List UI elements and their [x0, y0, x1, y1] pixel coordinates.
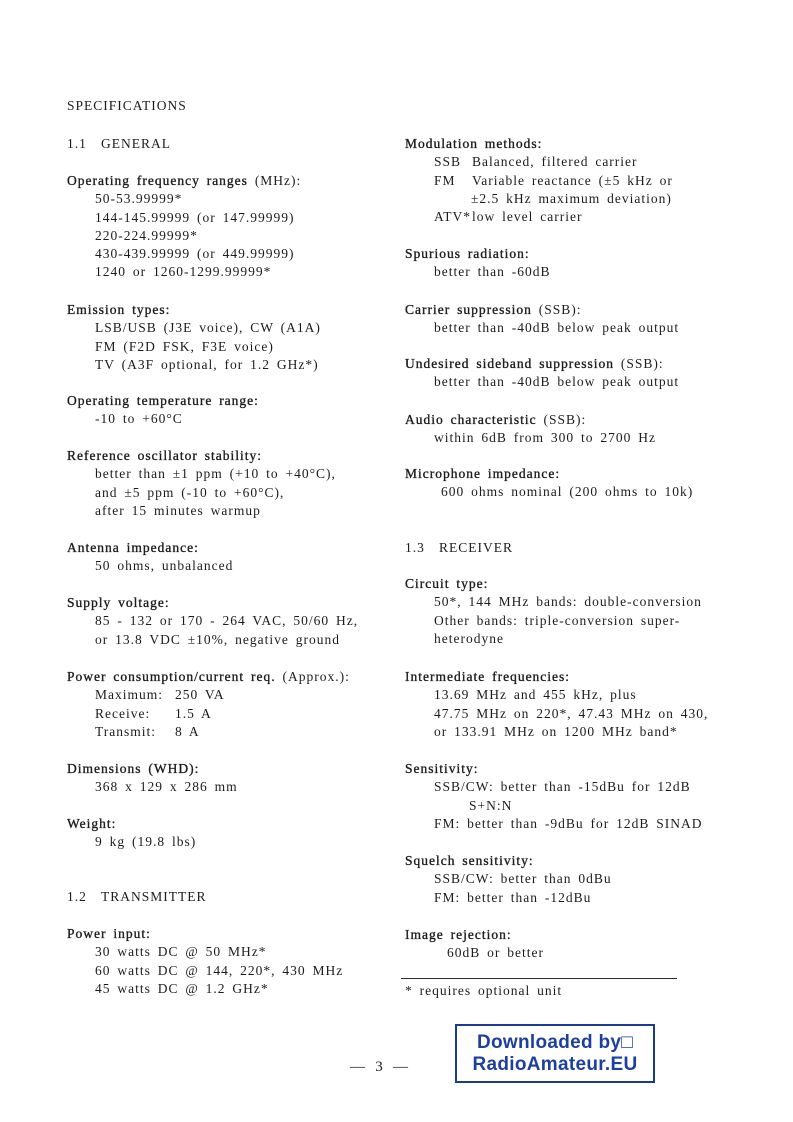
spec-value: or 133.91 MHz on 1200 MHz band* — [434, 723, 678, 739]
spec-value: better than ±1 ppm (+10 to +40°C), — [95, 466, 336, 482]
spec-frequency-ranges — [67, 172, 301, 282]
spec-heading: Dimensions (WHD): — [67, 761, 200, 776]
spec-oscillator-stability — [67, 447, 336, 520]
modulation-text: Balanced, filtered carrier — [472, 154, 638, 170]
spec-temperature-range — [67, 392, 259, 429]
section-number: 1.2 — [67, 889, 87, 904]
section-title: RECEIVER — [439, 540, 513, 555]
spec-dimensions — [67, 760, 238, 797]
spec-heading: Emission types: — [67, 302, 171, 317]
spec-value: and ±5 ppm (-10 to +60°C), — [95, 484, 285, 500]
modulation-row — [405, 208, 673, 226]
spec-value: 9 kg (19.8 lbs) — [95, 834, 197, 850]
spec-value: -10 to +60°C — [95, 411, 183, 427]
spec-image-rejection — [405, 926, 544, 963]
spec-spurious-radiation — [405, 245, 550, 282]
modulation-row — [405, 172, 673, 190]
spec-power-input — [67, 925, 343, 998]
footnote: * requires optional unit — [405, 983, 563, 998]
power-row-value: 8 A — [175, 723, 200, 739]
spec-value: better than -60dB — [434, 264, 551, 280]
spec-sensitivity — [405, 760, 702, 833]
spec-squelch-sensitivity — [405, 852, 612, 907]
spec-value: heterodyne — [434, 630, 504, 646]
page-title: SPECIFICATIONS — [67, 98, 187, 113]
spec-heading: Operating temperature range: — [67, 393, 259, 408]
section-heading-receiver — [405, 539, 513, 557]
spec-heading: Power consumption/current req. (Approx.): — [67, 669, 350, 684]
page-number: — 3 — — [350, 1059, 410, 1075]
spec-heading: Operating frequency ranges (MHz): — [67, 173, 302, 188]
spec-value: 50 ohms, unbalanced — [95, 558, 234, 574]
power-row-name: Receive: — [95, 705, 151, 721]
spec-value: 85 - 132 or 170 - 264 VAC, 50/60 Hz, — [95, 613, 359, 629]
spec-heading: Reference oscillator stability: — [67, 448, 262, 463]
spec-value: S+N:N — [469, 797, 513, 813]
spec-heading: Carrier suppression (SSB): — [405, 302, 582, 317]
spec-value: Other bands: triple-conversion super- — [434, 612, 681, 628]
modulation-text-continued: ±2.5 kHz maximum deviation) — [471, 190, 672, 206]
section-heading-general — [67, 135, 171, 153]
power-row-value: 250 VA — [175, 687, 225, 703]
section-number: 1.1 — [67, 136, 87, 151]
spec-heading: Microphone impedance: — [405, 466, 561, 481]
spec-value: 45 watts DC @ 1.2 GHz* — [95, 980, 269, 996]
spec-supply-voltage — [67, 594, 358, 649]
spec-heading: Undesired sideband suppression (SSB): — [405, 356, 664, 371]
power-row — [67, 723, 350, 741]
spec-heading: Squelch sensitivity: — [405, 853, 534, 868]
spec-carrier-suppression — [405, 301, 679, 338]
spec-value: 60 watts DC @ 144, 220*, 430 MHz — [95, 962, 344, 978]
modulation-mode: FM — [434, 172, 456, 188]
watermark-line: Downloaded by□ — [476, 1031, 634, 1053]
spec-power-consumption — [67, 668, 350, 741]
footnote-divider — [401, 978, 677, 979]
spec-value: 30 watts DC @ 50 MHz* — [95, 944, 267, 960]
power-row — [67, 705, 350, 723]
frequency-range-item: 144-145.99999 (or 147.99999) — [95, 209, 295, 225]
modulation-text: Variable reactance (±5 kHz or — [472, 172, 673, 188]
spec-value: better than -40dB below peak output — [434, 374, 680, 390]
modulation-mode: SSB — [434, 154, 462, 170]
power-row-name: Maximum: — [95, 687, 163, 703]
spec-heading: Spurious radiation: — [405, 246, 530, 261]
spec-sideband-suppression — [405, 355, 679, 392]
spec-heading: Sensitivity: — [405, 761, 479, 776]
power-row — [67, 686, 350, 704]
spec-antenna-impedance — [67, 539, 233, 576]
spec-value: FM: better than -12dBu — [434, 889, 592, 905]
spec-value: SSB/CW: better than -15dBu for 12dB — [434, 779, 691, 795]
spec-audio-characteristic — [405, 411, 656, 448]
spec-value: 13.69 MHz and 455 kHz, plus — [434, 687, 637, 703]
spec-heading: Intermediate frequencies: — [405, 669, 571, 684]
spec-intermediate-frequencies — [405, 668, 708, 741]
power-row-name: Transmit: — [95, 723, 157, 739]
watermark-badge — [455, 1024, 655, 1083]
spec-value: better than -40dB below peak output — [434, 320, 680, 336]
power-row-value: 1.5 A — [175, 705, 212, 721]
watermark-line: RadioAmateur.EU — [472, 1053, 638, 1075]
spec-value: LSB/USB (J3E voice), CW (A1A) — [95, 320, 321, 336]
modulation-text: low level carrier — [472, 209, 583, 225]
frequency-range-item: 50-53.99999* — [95, 191, 183, 207]
spec-circuit-type — [405, 575, 702, 648]
spec-value: 47.75 MHz on 220*, 47.43 MHz on 430, — [434, 705, 709, 721]
modulation-row — [405, 153, 673, 171]
section-number: 1.3 — [405, 540, 425, 555]
spec-value: SSB/CW: better than 0dBu — [434, 871, 612, 887]
spec-weight — [67, 815, 196, 852]
spec-heading: Supply voltage: — [67, 595, 170, 610]
spec-heading: Audio characteristic (SSB): — [405, 412, 587, 427]
frequency-range-item: 430-439.99999 (or 449.99999) — [95, 246, 295, 262]
spec-heading: Weight: — [67, 816, 117, 831]
spec-value: TV (A3F optional, for 1.2 GHz*) — [95, 356, 319, 372]
frequency-range-item: 1240 or 1260-1299.99999* — [95, 264, 272, 280]
spec-value: 60dB or better — [447, 945, 544, 961]
spec-value: 50*, 144 MHz bands: double-conversion — [434, 594, 702, 610]
spec-emission-types — [67, 301, 321, 374]
spec-value: after 15 minutes warmup — [95, 502, 261, 518]
spec-value: FM: better than -9dBu for 12dB SINAD — [434, 815, 703, 831]
spec-heading: Image rejection: — [405, 927, 512, 942]
modulation-mode: ATV* — [434, 209, 471, 225]
spec-value: FM (F2D FSK, F3E voice) — [95, 338, 274, 354]
spec-modulation-methods — [405, 135, 673, 226]
section-heading-transmitter — [67, 888, 207, 906]
spec-microphone-impedance — [405, 465, 693, 502]
frequency-range-item: 220-224.99999* — [95, 227, 198, 243]
spec-value: within 6dB from 300 to 2700 Hz — [434, 430, 656, 446]
spec-heading: Modulation methods: — [405, 136, 543, 151]
spec-heading: Power input: — [67, 926, 151, 941]
section-title: GENERAL — [101, 136, 171, 151]
spec-value: or 13.8 VDC ±10%, negative ground — [95, 631, 341, 647]
spec-value: 368 x 129 x 286 mm — [95, 779, 238, 795]
spec-heading: Circuit type: — [405, 576, 489, 591]
spec-value: 600 ohms nominal (200 ohms to 10k) — [441, 484, 694, 500]
spec-heading: Antenna impedance: — [67, 540, 199, 555]
section-title: TRANSMITTER — [101, 889, 207, 904]
